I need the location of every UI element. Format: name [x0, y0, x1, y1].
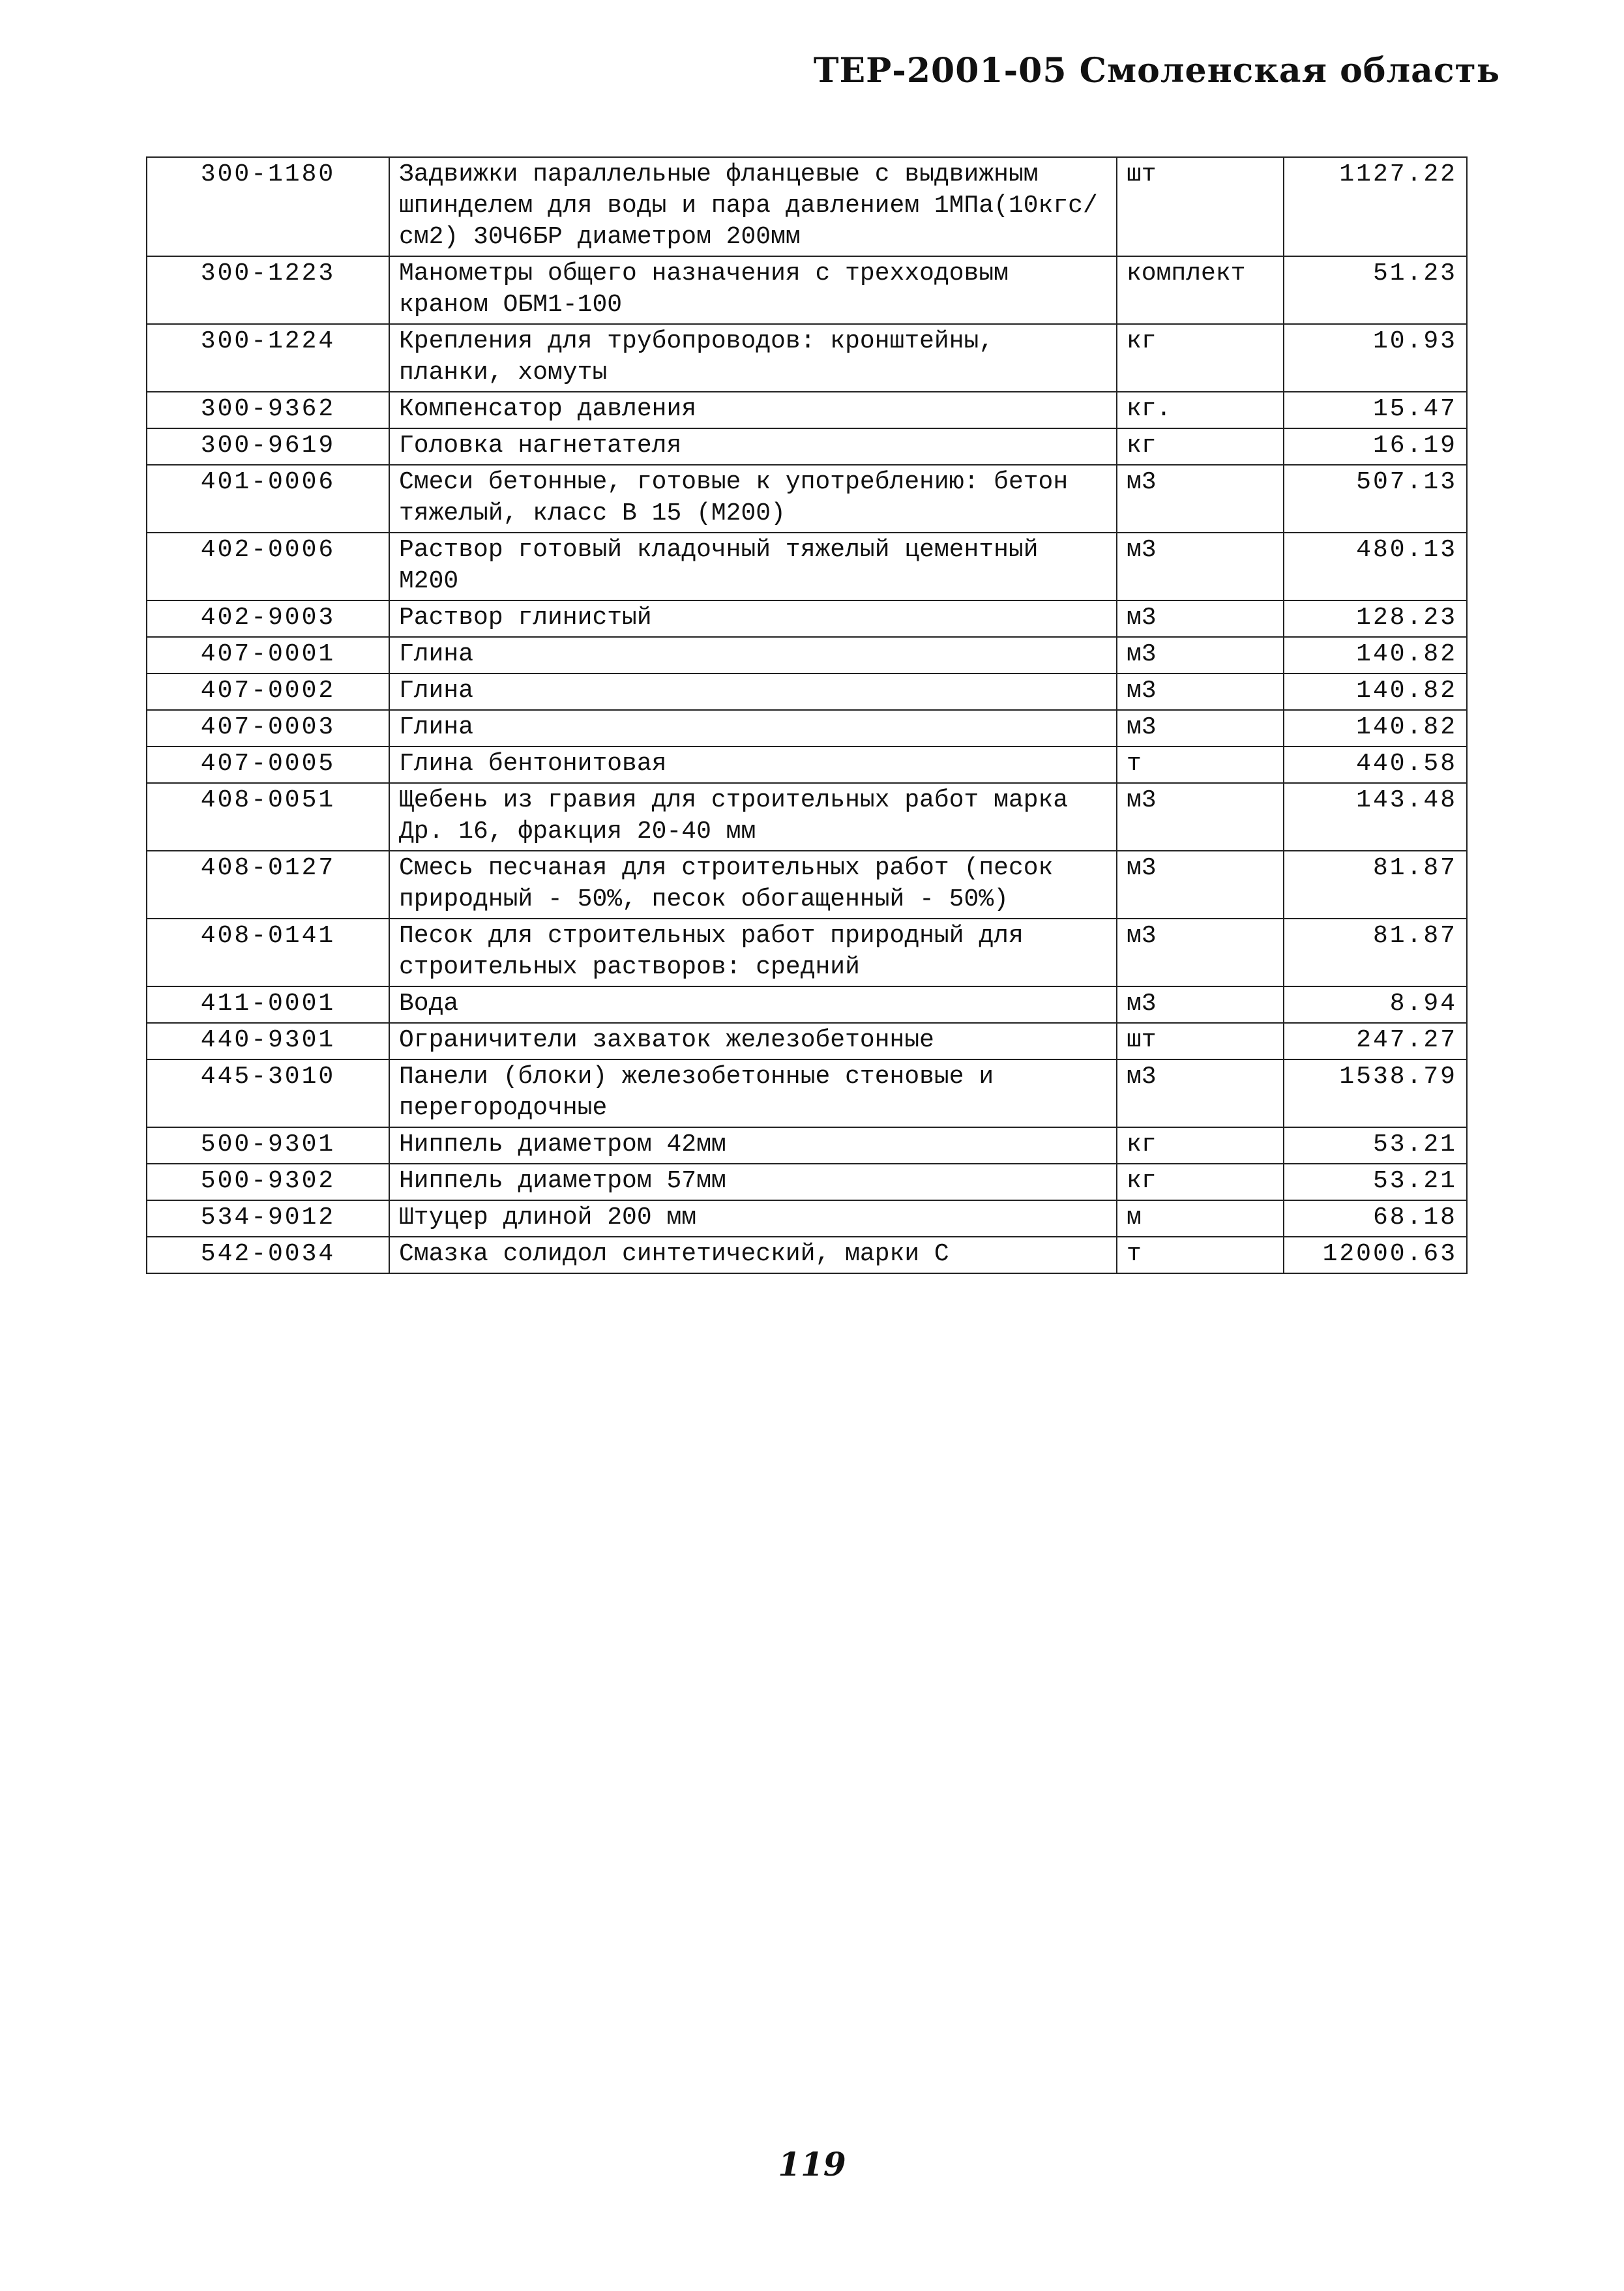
unit-cell: м [1117, 1200, 1284, 1237]
price-cell: 140.82 [1284, 637, 1467, 673]
name-cell: Компенсатор давления [389, 392, 1117, 428]
table-row [147, 673, 1467, 710]
code-cell: 402-9003 [147, 600, 389, 637]
code-cell: 407-0002 [147, 673, 389, 710]
unit-cell: м3 [1117, 1059, 1284, 1127]
code-cell: 445-3010 [147, 1059, 389, 1127]
code-cell: 300-1223 [147, 256, 389, 324]
unit-cell: м3 [1117, 465, 1284, 533]
name-cell: Штуцер длиной 200 мм [389, 1200, 1117, 1237]
price-cell: 8.94 [1284, 986, 1467, 1023]
unit-cell: м3 [1117, 600, 1284, 637]
table-row [147, 1059, 1467, 1127]
name-cell: Смеси бетонные, готовые к употреблению: бетон тяжелый, класс В 15 (М200) [389, 465, 1117, 533]
name-cell: Глина [389, 673, 1117, 710]
unit-cell: т [1117, 1237, 1284, 1273]
code-cell: 300-1224 [147, 324, 389, 392]
price-cell: 140.82 [1284, 710, 1467, 746]
table-row [147, 710, 1467, 746]
price-cell: 53.21 [1284, 1164, 1467, 1200]
code-cell: 407-0005 [147, 746, 389, 783]
price-cell: 1538.79 [1284, 1059, 1467, 1127]
code-cell: 407-0001 [147, 637, 389, 673]
price-table [146, 156, 1468, 1274]
unit-cell: шт [1117, 157, 1284, 256]
name-cell: Крепления для трубопроводов: кронштейны, планки, хомуты [389, 324, 1117, 392]
unit-cell: шт [1117, 1023, 1284, 1059]
unit-cell: м3 [1117, 986, 1284, 1023]
code-cell: 401-0006 [147, 465, 389, 533]
table-row [147, 1023, 1467, 1059]
price-cell: 440.58 [1284, 746, 1467, 783]
table-row [147, 256, 1467, 324]
code-cell: 408-0141 [147, 919, 389, 986]
table-row [147, 783, 1467, 851]
table-row [147, 1164, 1467, 1200]
unit-cell: комплект [1117, 256, 1284, 324]
name-cell: Глина [389, 637, 1117, 673]
name-cell: Манометры общего назначения с трехходовым краном ОБМ1-100 [389, 256, 1117, 324]
table-row [147, 1127, 1467, 1164]
price-cell: 1127.22 [1284, 157, 1467, 256]
price-cell: 10.93 [1284, 324, 1467, 392]
table-row [147, 986, 1467, 1023]
code-cell: 407-0003 [147, 710, 389, 746]
table-row [147, 324, 1467, 392]
unit-cell: м3 [1117, 710, 1284, 746]
unit-cell: м3 [1117, 919, 1284, 986]
price-cell: 81.87 [1284, 851, 1467, 919]
unit-cell: кг [1117, 324, 1284, 392]
code-cell: 542-0034 [147, 1237, 389, 1273]
name-cell: Ниппель диаметром 57мм [389, 1164, 1117, 1200]
table-row [147, 428, 1467, 465]
price-cell: 247.27 [1284, 1023, 1467, 1059]
unit-cell: кг. [1117, 392, 1284, 428]
name-cell: Смазка солидол синтетический, марки С [389, 1237, 1117, 1273]
price-cell: 81.87 [1284, 919, 1467, 986]
unit-cell: кг [1117, 428, 1284, 465]
code-cell: 411-0001 [147, 986, 389, 1023]
table-row [147, 157, 1467, 256]
name-cell: Вода [389, 986, 1117, 1023]
price-cell: 15.47 [1284, 392, 1467, 428]
price-cell: 16.19 [1284, 428, 1467, 465]
code-cell: 402-0006 [147, 533, 389, 600]
price-cell: 480.13 [1284, 533, 1467, 600]
code-cell: 500-9301 [147, 1127, 389, 1164]
name-cell: Раствор глинистый [389, 600, 1117, 637]
code-cell: 440-9301 [147, 1023, 389, 1059]
unit-cell: м3 [1117, 533, 1284, 600]
price-cell: 143.48 [1284, 783, 1467, 851]
unit-cell: т [1117, 746, 1284, 783]
name-cell: Смесь песчаная для строительных работ (песок природный - 50%, песок обогащенный - 50%) [389, 851, 1117, 919]
table-row [147, 600, 1467, 637]
code-cell: 408-0051 [147, 783, 389, 851]
price-cell: 140.82 [1284, 673, 1467, 710]
code-cell: 300-9362 [147, 392, 389, 428]
name-cell: Щебень из гравия для строительных работ марка Др. 16, фракция 20-40 мм [389, 783, 1117, 851]
price-cell: 53.21 [1284, 1127, 1467, 1164]
price-cell: 68.18 [1284, 1200, 1467, 1237]
table-row [147, 465, 1467, 533]
name-cell: Глина бентонитовая [389, 746, 1117, 783]
unit-cell: кг [1117, 1164, 1284, 1200]
unit-cell: м3 [1117, 637, 1284, 673]
table-row [147, 637, 1467, 673]
price-cell: 507.13 [1284, 465, 1467, 533]
name-cell: Головка нагнетателя [389, 428, 1117, 465]
code-cell: 300-9619 [147, 428, 389, 465]
price-table-body [147, 157, 1467, 1273]
unit-cell: м3 [1117, 673, 1284, 710]
code-cell: 534-9012 [147, 1200, 389, 1237]
page-header-title: ТЕР-2001-05 Смоленская область [813, 51, 1500, 91]
name-cell: Ниппель диаметром 42мм [389, 1127, 1117, 1164]
table-row [147, 1200, 1467, 1237]
unit-cell: кг [1117, 1127, 1284, 1164]
table-row [147, 919, 1467, 986]
table-row [147, 1237, 1467, 1273]
name-cell: Глина [389, 710, 1117, 746]
table-row [147, 851, 1467, 919]
price-cell: 51.23 [1284, 256, 1467, 324]
name-cell: Панели (блоки) железобетонные стеновые и перегородочные [389, 1059, 1117, 1127]
name-cell: Песок для строительных работ природный для строительных растворов: средний [389, 919, 1117, 986]
name-cell: Раствор готовый кладочный тяжелый цементный М200 [389, 533, 1117, 600]
name-cell: Задвижки параллельные фланцевые с выдвижным шпинделем для воды и пара давлением 1МПа(10кгс/см2) 30Ч6БР диаметром 200мм [389, 157, 1117, 256]
table-row [147, 392, 1467, 428]
unit-cell: м3 [1117, 851, 1284, 919]
code-cell: 408-0127 [147, 851, 389, 919]
table-row [147, 533, 1467, 600]
code-cell: 300-1180 [147, 157, 389, 256]
price-cell: 128.23 [1284, 600, 1467, 637]
price-cell: 12000.63 [1284, 1237, 1467, 1273]
name-cell: Ограничители захваток железобетонные [389, 1023, 1117, 1059]
page-number: 119 [778, 2145, 846, 2183]
unit-cell: м3 [1117, 783, 1284, 851]
table-row [147, 746, 1467, 783]
code-cell: 500-9302 [147, 1164, 389, 1200]
